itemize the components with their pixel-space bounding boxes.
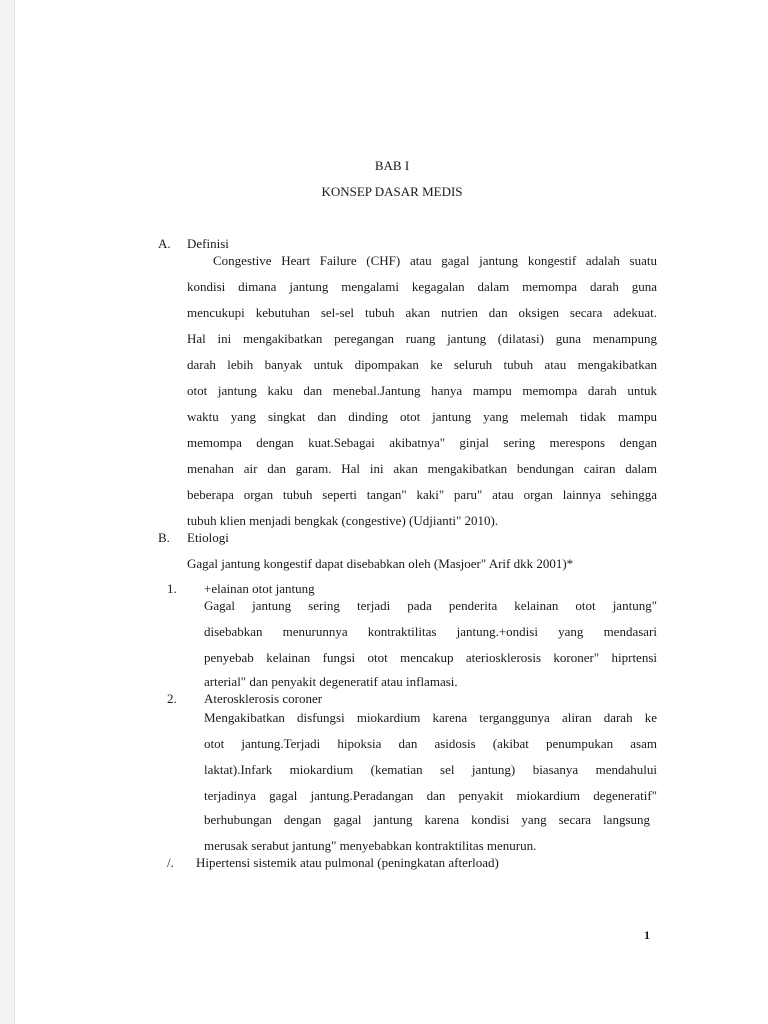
definition-line: waktu yang singkat dan dinding otot jantung yang melemah tidak mampu xyxy=(187,409,657,424)
page-number: 1 xyxy=(644,928,650,942)
item-2-line: berhubungan dengan gagal jantung karena kondisi yang secara langsung xyxy=(204,812,650,827)
item-2-title: Aterosklerosis coroner xyxy=(204,691,323,706)
definition-line: darah lebih banyak untuk dipompakan ke seluruh tubuh atau mengakibatkan xyxy=(187,357,657,372)
document-page xyxy=(14,0,768,1024)
item-3-title: Hipertensi sistemik atau pulmonal (peningkatan afterload) xyxy=(196,855,499,870)
definition-line: beberapa organ tubuh seperti tangan" kaki" paru" atau organ lainnya sehingga xyxy=(187,487,657,502)
item-2-marker: 2. xyxy=(167,691,177,706)
definition-line: kondisi dimana jantung mengalami kegagalan dalam memompa darah guna xyxy=(187,279,657,294)
section-a-marker: A. xyxy=(158,236,171,251)
definition-line: otot jantung kaku dan menebal.Jantung hanya mampu memompa darah untuk xyxy=(187,383,657,398)
item-1-line: Gagal jantung sering terjadi pada penderita kelainan otot jantung" xyxy=(204,598,657,613)
chapter-title: KONSEP DASAR MEDIS xyxy=(321,184,463,199)
item-3-marker: /. xyxy=(167,855,174,870)
section-b-marker: B. xyxy=(158,530,170,545)
item-1-line: penyebab kelainan fungsi otot mencakup ateriosklerosis koroner" hiprtensi xyxy=(204,650,657,665)
item-1-marker: 1. xyxy=(167,581,177,596)
definition-line: menahan air dan garam. Hal ini akan mengakibatkan bendungan cairan dalam xyxy=(187,461,657,476)
item-1-line: disebabkan menurunnya kontraktilitas jantung.+ondisi yang mendasari xyxy=(204,624,657,639)
definition-line: mencukupi kebutuhan sel-sel tubuh akan nutrien dan oksigen secara adekuat. xyxy=(187,305,657,320)
section-b-title: Etiologi xyxy=(187,530,229,545)
definition-line: memompa dengan kuat.Sebagai akibatnya" ginjal sering merespons dengan xyxy=(187,435,657,450)
definition-line: tubuh klien menjadi bengkak (congestive) (Udjianti" 2010). xyxy=(187,513,499,528)
chapter-heading: BAB I xyxy=(374,158,410,173)
item-1-title: +elainan otot jantung xyxy=(204,581,315,596)
definition-line: Congestive Heart Failure (CHF) atau gagal jantung kongestif adalah suatu xyxy=(213,253,657,268)
item-1-line: arterial" dan penyakit degeneratif atau inflamasi. xyxy=(204,674,458,689)
etiology-intro: Gagal jantung kongestif dapat disebabkan oleh (Masjoer" Arif dkk 2001)* xyxy=(187,556,574,571)
item-2-line: laktat).Infark miokardium (kematian sel jantung) biasanya mendahului xyxy=(204,762,657,777)
item-2-line: Mengakibatkan disfungsi miokardium karena terganggunya aliran darah ke xyxy=(204,710,657,725)
item-2-line: terjadinya gagal jantung.Peradangan dan penyakit miokardium degeneratif" xyxy=(204,788,657,803)
item-2-line: otot jantung.Terjadi hipoksia dan asidosis (akibat penumpukan asam xyxy=(204,736,657,751)
section-a-title: Definisi xyxy=(187,236,229,251)
item-2-line: merusak serabut jantung" menyebabkan kontraktilitas menurun. xyxy=(204,838,537,853)
definition-line: Hal ini mengakibatkan peregangan ruang jantung (dilatasi) guna menampung xyxy=(187,331,657,346)
